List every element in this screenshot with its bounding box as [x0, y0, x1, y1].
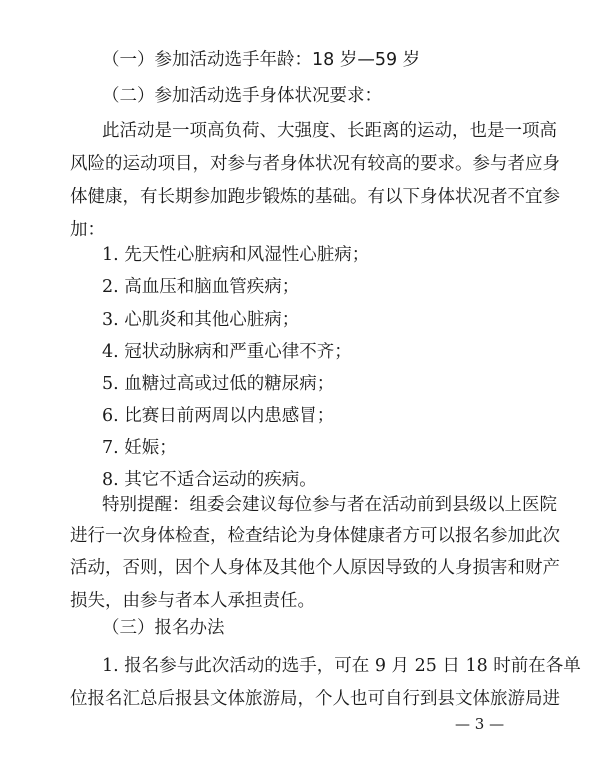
section-three-heading: （三）报名办法 — [102, 618, 225, 638]
reminder-line: 特别提醒：组委会建议每位参与者在活动前到县级以上医院 — [102, 495, 557, 515]
condition-item: 1. 先天性心脏病和风湿性心脏病； — [102, 245, 370, 265]
section-two-heading: （二）参加活动选手身体状况要求： — [102, 86, 382, 106]
condition-item: 6. 比赛日前两周以内患感冒； — [102, 406, 335, 426]
paragraph-line: 加： — [70, 220, 105, 240]
condition-item: 7. 妊娠； — [102, 438, 177, 458]
reminder-line: 进行一次身体检查，检查结论为身体健康者方可以报名参加此次 — [70, 526, 560, 546]
condition-item: 2. 高血压和脑血管疾病； — [102, 277, 300, 297]
paragraph-line: 此活动是一项高负荷、大强度、长距离的运动，也是一项高 — [102, 121, 557, 141]
condition-item: 8. 其它不适合运动的疾病。 — [102, 470, 317, 490]
paragraph-line: 体健康，有长期参加跑步锻炼的基础。有以下身体状况者不宜参 — [70, 187, 560, 207]
reminder-line: 损失，由参与者本人承担责任。 — [70, 591, 315, 611]
condition-item: 4. 冠状动脉病和严重心律不齐； — [102, 342, 352, 362]
reminder-line: 活动，否则，因个人身体及其他个人原因导致的人身损害和财产 — [70, 558, 560, 578]
section-one-heading: （一）参加活动选手年龄：18 岁—59 岁 — [102, 50, 421, 70]
condition-item: 3. 心肌炎和其他心脏病； — [102, 310, 300, 330]
page-number-text: — 3 — — [455, 715, 505, 733]
registration-line: 位报名汇总后报县文体旅游局，个人也可自行到县文体旅游局进 — [70, 689, 560, 709]
condition-item: 5. 血糖过高或过低的糖尿病； — [102, 374, 335, 394]
paragraph-line: 风险的运动项目，对参与者身体状况有较高的要求。参与者应身 — [70, 154, 560, 174]
registration-line: 1. 报名参与此次活动的选手，可在 9 月 25 日 18 时前在各单 — [102, 656, 581, 676]
